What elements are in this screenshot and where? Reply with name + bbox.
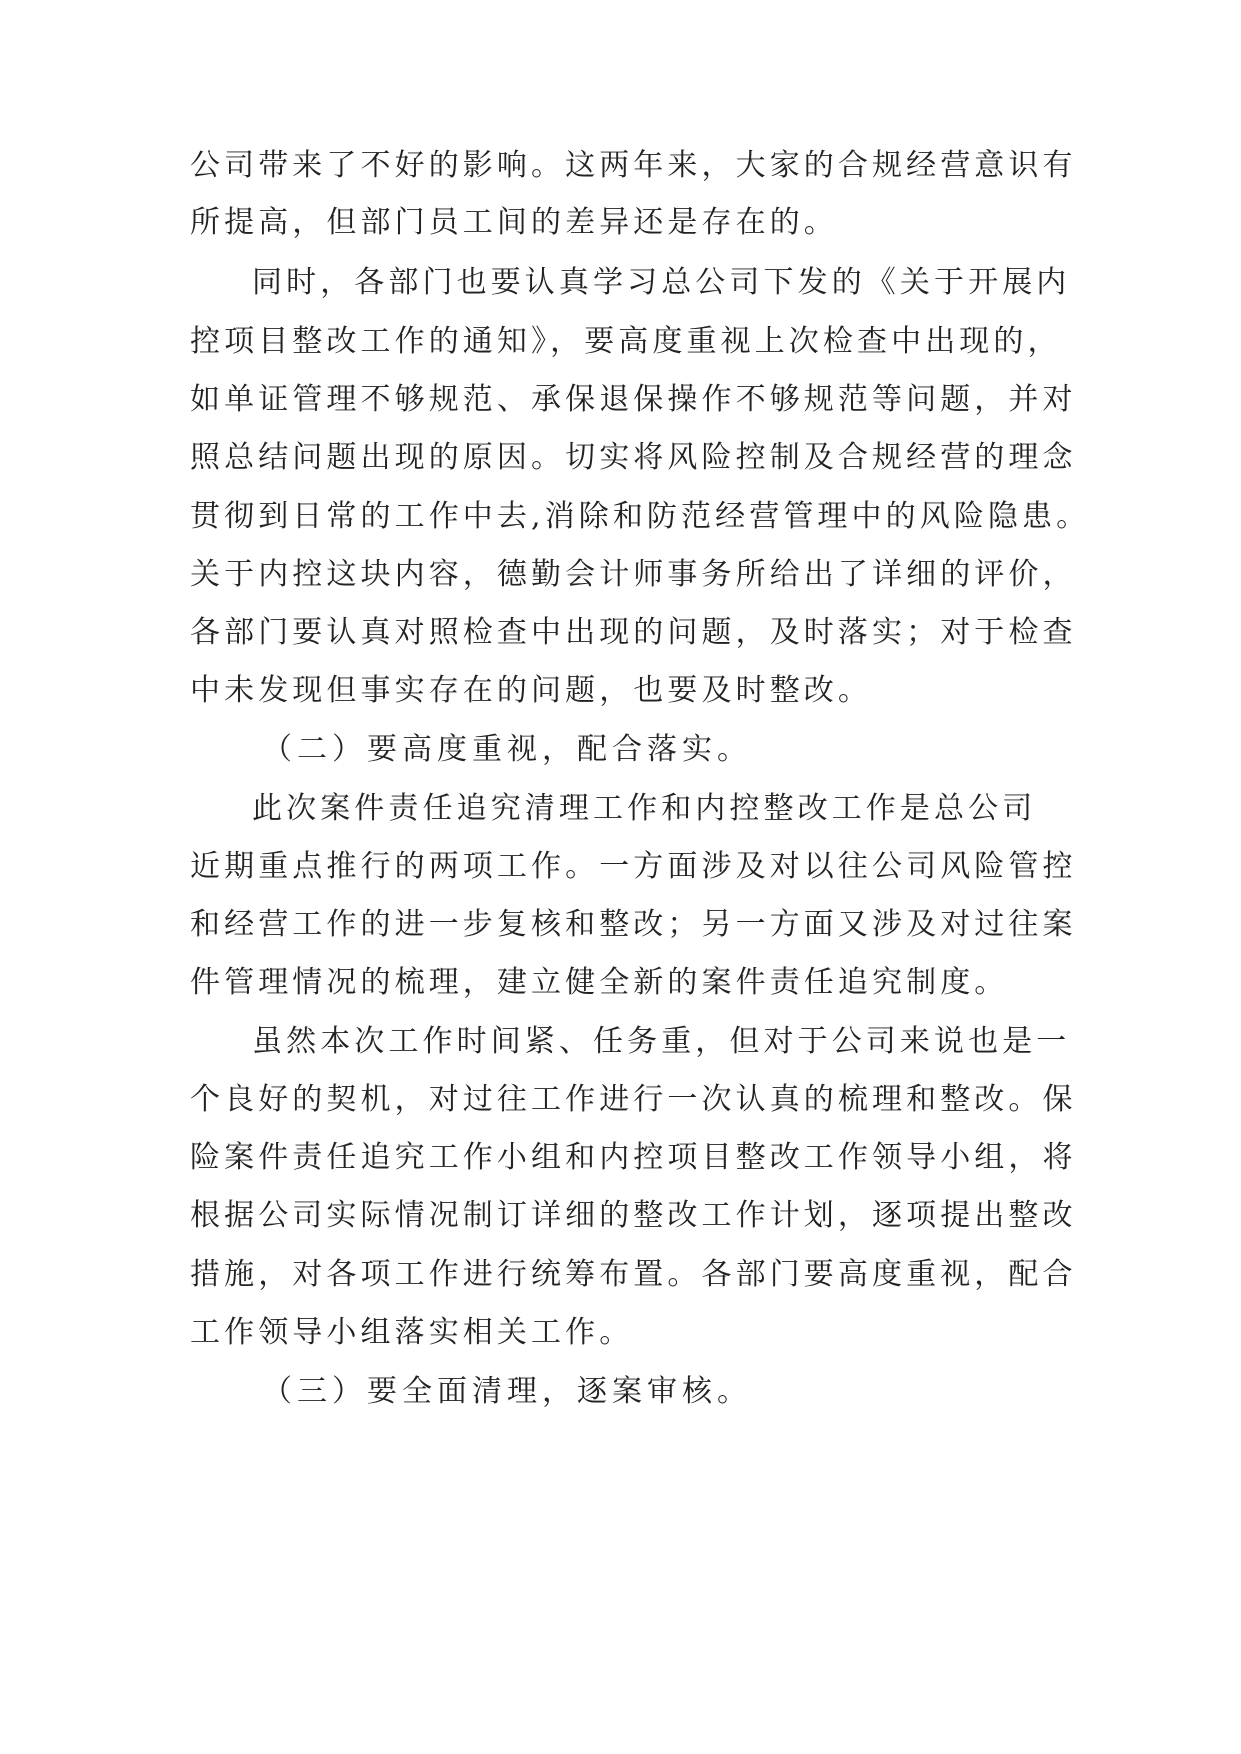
text-line: 个良好的契机，对过往工作进行一次认真的梳理和整改。保: [190, 1082, 1077, 1117]
text-line: 险案件责任追究工作小组和内控项目整改工作领导小组，将: [190, 1140, 1077, 1175]
text-line: 贯彻到日常的工作中去,消除和防范经营管理中的风险隐患。: [190, 499, 1091, 534]
text-line: 所提高，但部门员工间的差异还是存在的。: [190, 205, 838, 240]
text-line: 件管理情况的梳理，建立健全新的案件责任追究制度。: [190, 965, 1009, 1000]
text-line: 如单证管理不够规范、承保退保操作不够规范等问题，并对: [190, 382, 1077, 417]
text-line: 照总结问题出现的原因。切实将风险控制及合规经营的理念: [190, 440, 1077, 475]
text-line: 此次案件责任追究清理工作和内控整改工作是总公司: [252, 791, 1037, 826]
text-line: 虽然本次工作时间紧、任务重，但对于公司来说也是一: [252, 1024, 1071, 1059]
text-line: 措施，对各项工作进行统筹布置。各部门要高度重视，配合: [190, 1257, 1077, 1292]
text-line: 各部门要认真对照检查中出现的问题，及时落实；对于检查: [190, 615, 1077, 650]
text-line: 同时，各部门也要认真学习总公司下发的《关于开展内: [252, 265, 1071, 300]
text-line: 中未发现但事实存在的问题，也要及时整改。: [190, 673, 872, 708]
text-line: 近期重点推行的两项工作。一方面涉及对以往公司风险管控: [190, 849, 1077, 884]
text-line: 控项目整改工作的通知》，要高度重视上次检查中出现的，: [190, 324, 1062, 359]
text-line: 公司带来了不好的影响。这两年来，大家的合规经营意识有: [190, 148, 1077, 183]
text-line: 和经营工作的进一步复核和整改；另一方面又涉及对过往案: [190, 907, 1077, 942]
section-heading: （二）要高度重视，配合落实。: [262, 732, 752, 767]
section-heading: （三）要全面清理，逐案审核。: [262, 1374, 752, 1409]
text-line: 关于内控这块内容，德勤会计师事务所给出了详细的评价，: [190, 557, 1077, 592]
text-line: 工作领导小组落实相关工作。: [190, 1315, 634, 1350]
text-line: 根据公司实际情况制订详细的整改工作计划，逐项提出整改: [190, 1198, 1077, 1233]
